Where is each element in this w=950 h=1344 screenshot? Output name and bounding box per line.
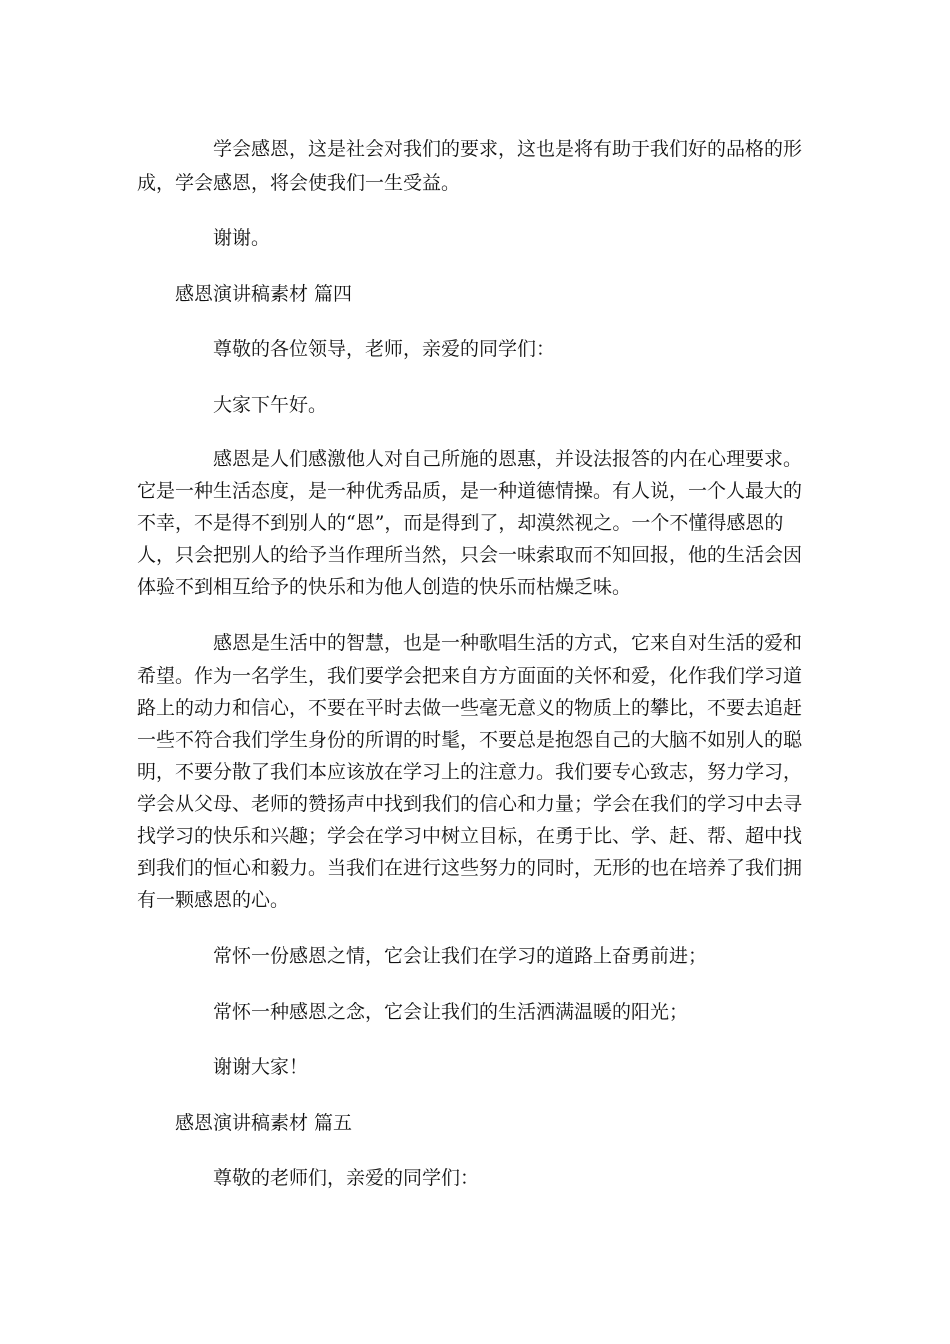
- text-line: 尊敬的老师们，亲爱的同学们：: [213, 1167, 480, 1189]
- text-line: 常怀一种感恩之念，它会让我们的生活洒满温暖的阳光；: [213, 1001, 689, 1023]
- text-line: 找学习的快乐和兴趣；学会在学习中树立目标，在勇于比、学、赶、帮、超中找: [137, 825, 803, 847]
- section-title: 感恩演讲稿素材 篇五: [175, 1112, 353, 1134]
- text-line: 尊敬的各位领导，老师，亲爱的同学们：: [213, 338, 556, 360]
- text-line: 谢谢大家！: [213, 1056, 309, 1078]
- text-line: 它是一种生活态度，是一种优秀品质，是一种道德情操。有人说，一个人最大的: [137, 480, 803, 502]
- text-line: 体验不到相互给予的快乐和为他人创造的快乐而枯燥乏味。: [137, 576, 632, 598]
- text-line: 谢谢。: [213, 227, 271, 249]
- text-line: 不幸，不是得不到别人的“恩”，而是得到了，却漠然视之。一个不懂得感恩的: [137, 512, 784, 534]
- text-line: 人，只会把别人的给予当作理所当然，只会一味索取而不知回报，他的生活会因: [137, 544, 803, 566]
- text-line: 一些不符合我们学生身份的所谓的时髦，不要总是抱怨自己的大脑不如别人的聪: [137, 729, 803, 751]
- text-line: 感恩是生活中的智慧，也是一种歌唱生活的方式，它来自对生活的爱和: [213, 632, 803, 654]
- text-line: 感恩是人们感激他人对自己所施的恩惠，并设法报答的内在心理要求。: [213, 448, 803, 470]
- text-line: 明，不要分散了我们本应该放在学习上的注意力。我们要专心致志，努力学习，: [137, 761, 803, 783]
- text-line: 希望。作为一名学生，我们要学会把来自方方面面的关怀和爱，化作我们学习道: [137, 665, 803, 687]
- text-line: 大家下午好。: [213, 394, 328, 416]
- text-line: 成，学会感恩，将会使我们一生受益。: [137, 172, 461, 194]
- text-line: 学会从父母、老师的赞扬声中找到我们的信心和力量；学会在我们的学习中去寻: [137, 793, 803, 815]
- section-title: 感恩演讲稿素材 篇四: [175, 283, 353, 305]
- text-line: 常怀一份感恩之情，它会让我们在学习的道路上奋勇前进；: [213, 945, 708, 967]
- text-line: 学会感恩，这是社会对我们的要求，这也是将有助于我们好的品格的形: [213, 138, 803, 160]
- text-line: 有一颗感恩的心。: [137, 889, 290, 911]
- text-line: 路上的动力和信心，不要在平时去做一些毫无意义的物质上的攀比，不要去追赶: [137, 697, 803, 719]
- text-line: 到我们的恒心和毅力。当我们在进行这些努力的同时，无形的也在培养了我们拥: [137, 857, 803, 879]
